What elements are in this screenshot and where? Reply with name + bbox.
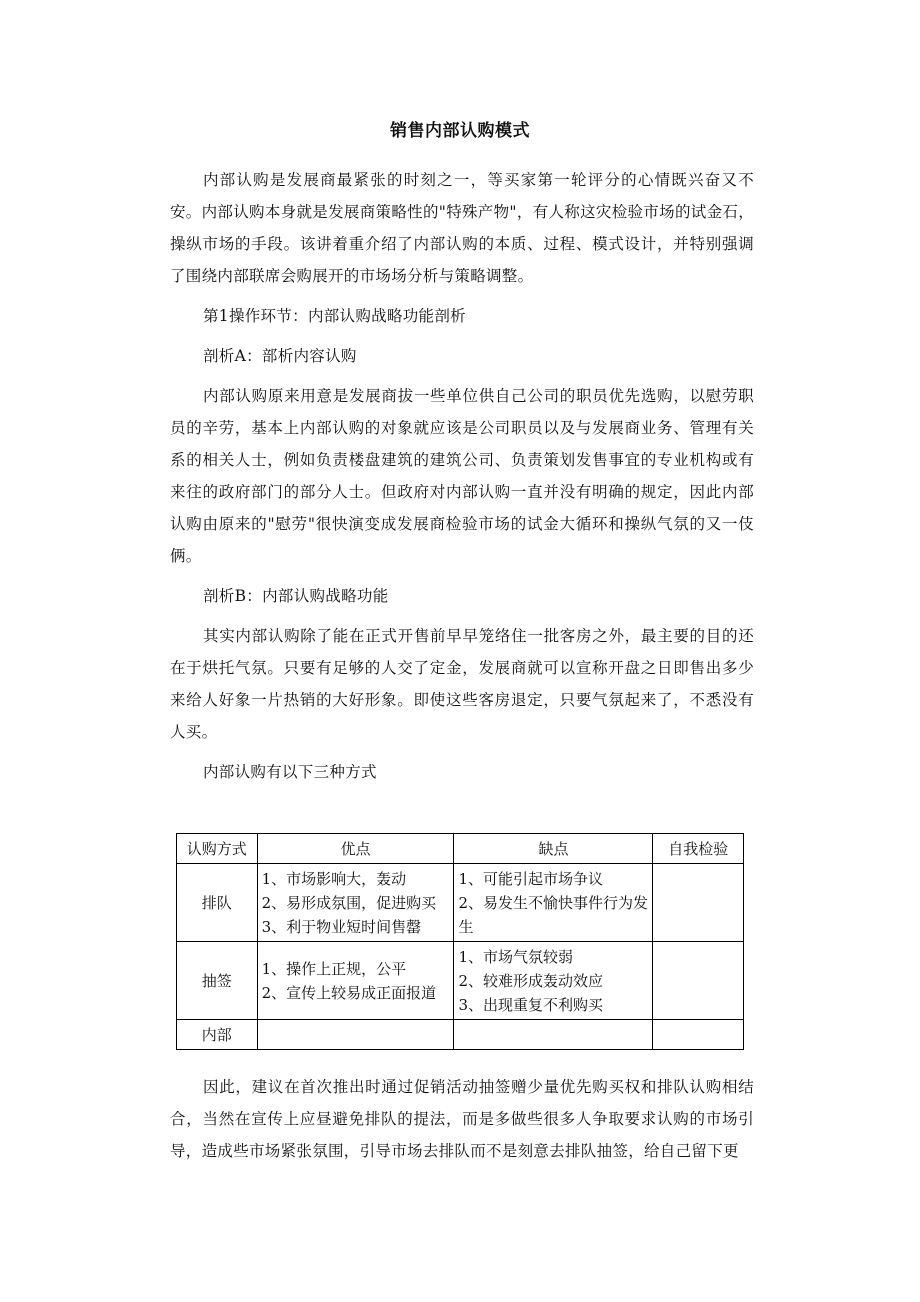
pros-cell	[257, 942, 454, 1020]
table-row	[177, 1020, 744, 1050]
cons-cell	[454, 1020, 653, 1050]
paragraph-b: 其实内部认购除了能在正式开售前早早笼络住一批客房之外，最主要的目的还在于烘托气氛。只要有足够的人交了定金，发展商就可以宣称开盘之日即售出多少来给人好象一片热销的大好形象。即使这些客房退定，只要气氛起来了，不悉没有人买。	[170, 627, 754, 741]
cons-line: 2、较难形成轰动效应	[458, 971, 604, 990]
closing-section	[170, 1071, 754, 1167]
intro-paragraph: 内部认购是发展商最紧张的时刻之一，等买家第一轮评分的心情既兴奋又不安。内部认购本身就是发展商策略性的"特殊产物"，有人称这灾检验市场的试金石，操纵市场的手段。该讲着重介绍了内部认购的本质、过程、模式设计，并特别强调了围绕内部联席会购展开的市场场分析与策略调整。	[170, 171, 754, 285]
document-body	[170, 164, 754, 788]
subsection-heading-b: 剖析B：内部认购战略功能	[203, 587, 389, 605]
pros-line: 1、操作上正规，公平	[261, 959, 407, 978]
self-check-cell	[653, 864, 744, 942]
pros-cell	[257, 1020, 454, 1050]
header-pros: 优点	[257, 834, 454, 864]
paragraph-a: 内部认购原来用意是发展商拔一些单位供自己公司的职员优先选购，以慰劳职员的辛劳，基本上内部认购的对象就应该是公司职员以及与发展商业务、管理有关系的相关人士，例如负责楼盘建筑的建筑公司、负责策划发售事宜的专业机构或有来往的政府部门的部分人士。但政府对内部认购一直并没有明确的规定，因此内部认购由原来的"慰劳"很快演变成发展商检验市场的试金大循环和操纵气氛的又一伎俩。	[170, 387, 754, 565]
method-cell: 内部	[177, 1020, 258, 1050]
table-intro: 内部认购有以下三种方式	[203, 763, 377, 781]
self-check-cell	[653, 942, 744, 1020]
self-check-cell	[653, 1020, 744, 1050]
section-heading: 第1操作环节：内部认购战略功能剖析	[203, 307, 466, 325]
pros-line: 1、市场影响大，轰动	[261, 869, 407, 888]
document-title: 销售内部认购模式	[390, 121, 530, 141]
table-header-row	[177, 834, 744, 864]
cons-line: 1、可能引起市场争议	[458, 869, 604, 888]
cons-line: 2、易发生不愉快事件行为发	[458, 893, 649, 912]
cons-line: 3、出现重复不利购买	[458, 995, 604, 1014]
cons-cell	[454, 942, 653, 1020]
subsection-heading-a: 剖析A：部析内容认购	[203, 347, 357, 365]
cons-line: 1、市场气氛较弱	[458, 947, 574, 966]
pros-line: 2、宣传上较易成正面报道	[261, 983, 437, 1002]
pros-line: 2、易形成氛围，促进购买	[261, 893, 437, 912]
header-method: 认购方式	[177, 834, 258, 864]
method-cell: 排队	[177, 864, 258, 942]
pros-cell	[257, 864, 454, 942]
cons-cell	[454, 864, 653, 942]
header-cons: 缺点	[454, 834, 653, 864]
table-row	[177, 864, 744, 942]
closing-paragraph: 因此，建议在首次推出时通过促销活动抽签赠少量优先购买权和排队认购相结合，当然在宣传上应昼避免排队的提法，而是多做些很多人争取要求认购的市场引导，造成些市场紧张氛围，引导市场去排队而不是刻意去排队抽签，给自己留下更	[170, 1078, 754, 1160]
pros-line: 3、利于物业短时间售罄	[261, 917, 422, 936]
cons-line: 生	[458, 917, 474, 936]
header-self-check: 自我检验	[653, 834, 744, 864]
subscription-methods-table	[176, 833, 744, 1050]
method-cell: 抽签	[177, 942, 258, 1020]
table-row	[177, 942, 744, 1020]
